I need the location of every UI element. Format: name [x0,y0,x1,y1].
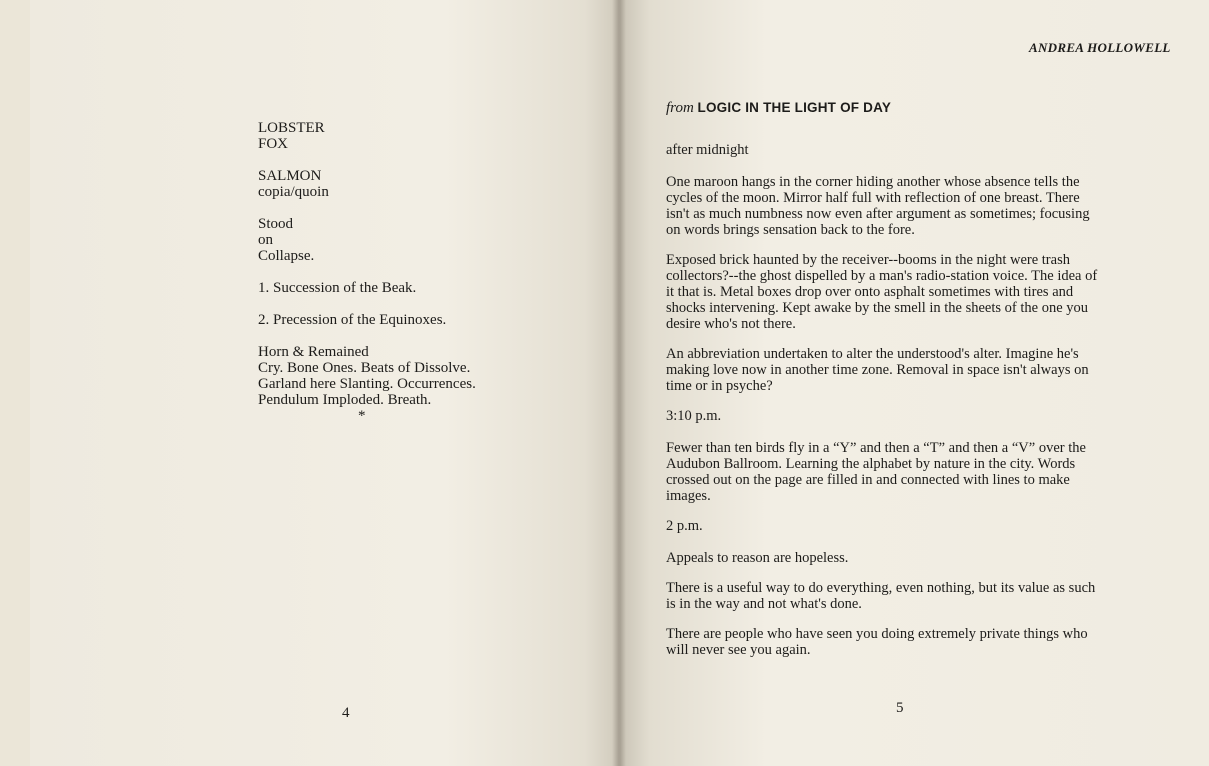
prose-column [666,100,1106,672]
poem-text [258,120,558,424]
paragraph: Exposed brick haunted by the receiver--booms in the night were trash collectors?--the ghost dispelled by a man's radio-station voice. The idea of it that is. Metal boxes drop over onto asphalt sometimes with tires and shocks intervening. Kept awake by the smell in the sheets of the one you desire who's not there. [666,252,1098,332]
poem-line: Stood [258,216,294,232]
title-prefix: from [666,100,694,116]
time-label: after midnight [666,142,749,158]
right-page [620,0,1209,766]
stanza-gap [258,296,558,312]
stanza-gap [258,200,558,216]
paragraph: Appeals to reason are hopeless. [666,550,849,566]
title-text: LOGIC IN THE LIGHT OF DAY [697,100,892,115]
left-page [30,0,620,766]
paragraph: An abbreviation undertaken to alter the understood's alter. Imagine he's making love now in another time zone. Removal in space isn't always on time or in psyche? [666,346,1089,394]
time-label: 3:10 p.m. [666,408,722,424]
poem-line: copia/quoin [258,184,329,200]
poem-line: FOX [258,136,289,152]
poem-line: Cry. Bone Ones. Beats of Dissolve. [258,360,471,376]
paragraph: One maroon hangs in the corner hiding another whose absence tells the cycles of the moon. Mirror half full with reflection of one breast. There isn't as much numbness now even after argument as sometimes; focusing on words brings sensation back to the fore. [666,174,1090,238]
author-header: ANDREA HOLLOWELL [1029,40,1171,55]
paragraph: Fewer than ten birds fly in a “Y” and then a “T” and then a “V” over the Audubon Ballroom. Learning the alphabet by nature in the city. Words crossed out on the page are filled in and connected with lines to make images. [666,440,1086,504]
paragraph: There are people who have seen you doing extremely private things who will never see you again. [666,626,1088,658]
poem-line: Collapse. [258,248,315,264]
poem-line: Pendulum Imploded. Breath. [258,392,432,408]
poem-line: 1. Succession of the Beak. [258,280,417,296]
stanza-gap [258,328,558,344]
poem-line: on [258,232,273,248]
section-separator: * [358,408,366,424]
poem-line: Horn & Remained [258,344,369,360]
piece-title [666,100,1106,116]
stanza-gap [258,264,558,280]
page-number: 5 [896,700,904,716]
book-gutter [612,0,626,766]
paragraph: There is a useful way to do everything, even nothing, but its value as such is in the way and not what's done. [666,580,1096,612]
poem-line: SALMON [258,168,322,184]
time-label: 2 p.m. [666,518,703,534]
poem-line: 2. Precession of the Equinoxes. [258,312,447,328]
page-number: 4 [342,705,350,721]
poem-line: Garland here Slanting. Occurrences. [258,376,476,392]
stanza-gap [258,152,558,168]
poem-line: LOBSTER [258,120,325,136]
